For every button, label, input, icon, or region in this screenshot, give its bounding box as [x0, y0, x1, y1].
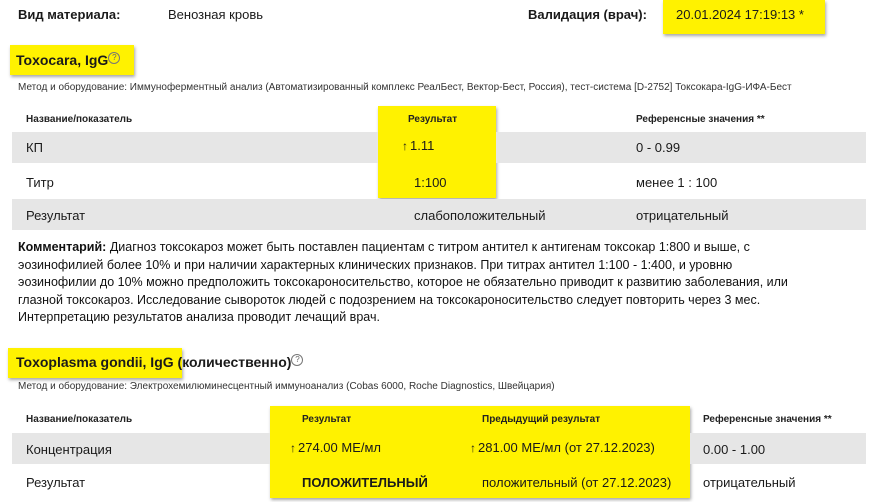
- table-row-name: КП: [26, 140, 43, 155]
- validation-value: 20.01.2024 17:19:13 *: [676, 7, 804, 22]
- column-header-ref: Референсные значения **: [636, 114, 765, 125]
- table-row-ref: отрицательный: [636, 208, 729, 223]
- material-value: Венозная кровь: [168, 7, 264, 22]
- table-row-prev: [470, 440, 655, 455]
- table-row-result: [402, 138, 434, 153]
- table-row-name: Результат: [26, 475, 86, 490]
- info-icon[interactable]: ?: [108, 52, 120, 64]
- table-row-ref: менее 1 : 100: [636, 175, 718, 190]
- table-row-result: слабоположительный: [414, 208, 546, 223]
- table-row-ref: 0.00 - 1.00: [703, 442, 766, 457]
- column-header-result: Результат: [302, 414, 352, 425]
- table-row-name: Титр: [26, 175, 54, 190]
- result-value: 1.11: [410, 138, 435, 153]
- toxocara-title-text: Toxocara, IgG: [16, 52, 109, 68]
- result-value: 274.00 МЕ/мл: [298, 440, 382, 455]
- arrow-up-icon: ↑: [290, 441, 296, 455]
- toxoplasma-title: [16, 354, 303, 370]
- validation-label: Валидация (врач):: [528, 7, 647, 22]
- toxoplasma-method: Метод и оборудование: Электрохемилюминесцентный иммуноанализ (Cobas 6000, Roche Diagnostics, Швейцария): [18, 381, 555, 392]
- comment-line: Интерпретацию результатов анализа проводит лечащий врач.: [18, 310, 380, 324]
- toxocara-title: [16, 52, 120, 68]
- comment-line: эозинофилии до 10% можно предположить токсокароносительство, которое не обязательно приводит к развитию заболевания, или: [18, 275, 788, 289]
- arrow-up-icon: ↑: [402, 139, 408, 153]
- comment-line: эозинофилией более 10% и при наличии характерных клинических признаков. При титрах антител 1:100 - 1:400, и уровню: [18, 257, 733, 272]
- toxoplasma-title-text: Toxoplasma gondii, IgG: [16, 354, 174, 370]
- table-row-name: Результат: [26, 208, 86, 223]
- info-icon[interactable]: ?: [291, 354, 303, 366]
- column-header-name: Название/показатель: [26, 414, 133, 425]
- toxocara-method: Метод и оборудование: Иммуноферментный анализ (Автоматизированный комплекс РеалБест, Вектор-Бест, Россия), тест-система [D-2752] Токсокара-IgG-ИФА-Бест: [18, 82, 792, 93]
- comment-line: Диагноз токсокароз может быть поставлен пациентам с титром антител к антигенам токсокар 1:800 и выше, с: [106, 240, 750, 254]
- column-header-name: Название/показатель: [26, 114, 133, 125]
- table-row-result: 1:100: [414, 175, 447, 190]
- table-row-prev: положительный (от 27.12.2023): [482, 475, 672, 490]
- comment-label: Комментарий:: [18, 240, 107, 254]
- table-row-name: Концентрация: [26, 442, 112, 457]
- table-row-ref: 0 - 0.99: [636, 140, 681, 155]
- column-header-ref: Референсные значения **: [703, 414, 832, 425]
- column-header-prev: Предыдущий результат: [482, 414, 601, 425]
- arrow-up-icon: ↑: [470, 441, 476, 455]
- toxoplasma-title-suffix: (количественно): [173, 354, 292, 370]
- table-row-ref: отрицательный: [703, 475, 796, 490]
- table-row-result: ПОЛОЖИТЕЛЬНЫЙ: [302, 475, 428, 490]
- comment-block: [18, 239, 870, 327]
- column-header-result: Результат: [408, 114, 458, 125]
- material-label: Вид материала:: [18, 7, 121, 22]
- table-row-result: [290, 440, 381, 455]
- prev-value: 281.00 МЕ/мл (от 27.12.2023): [478, 440, 655, 455]
- comment-line: глазной токсокароз. Исследование сывороток людей с подозрением на токсокароносительство следует повторить через 3 мес.: [18, 292, 761, 307]
- toxocara-result-highlight-overlay: [378, 132, 496, 163]
